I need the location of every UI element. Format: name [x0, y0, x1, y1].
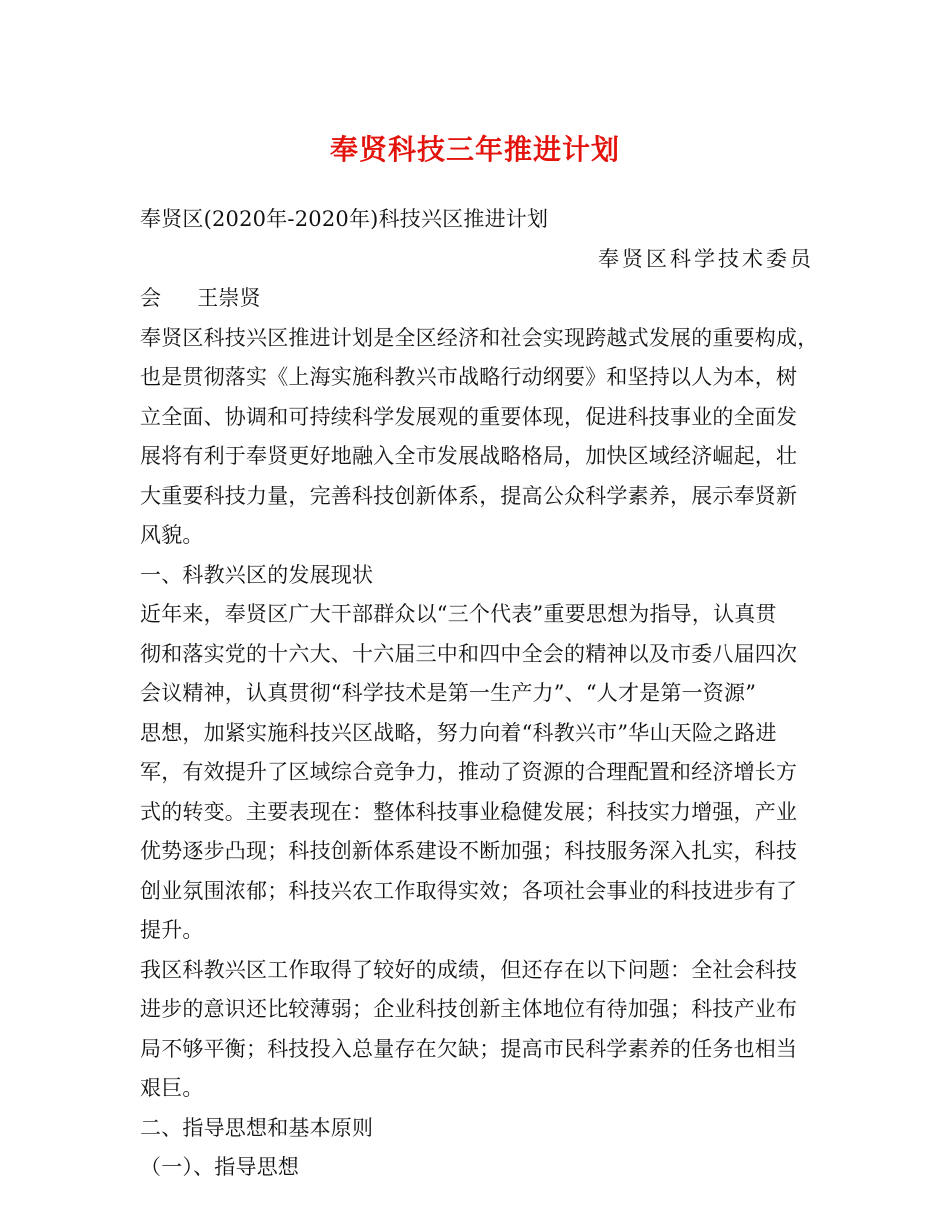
author-org-continued: 会 [140, 286, 162, 310]
paragraph-line: 进步的意识还比较薄弱；企业科技创新主体地位有待加强；科技产业布 [140, 997, 798, 1021]
intro-line: 奉贤区科技兴区推进计划是全区经济和社会实现跨越式发展的重要构成， [140, 325, 819, 350]
paragraph-line: 会议精神，认真贯彻“科学技术是第一生产力”、“人才是第一资源” [140, 681, 757, 705]
author-name: 王崇贤 [197, 286, 261, 310]
paragraph-line: 我区科教兴区工作取得了较好的成绩，但还存在以下问题：全社会科技 [140, 957, 798, 982]
paragraph-line: 局不够平衡；科技投入总量存在欠缺；提高市民科学素养的任务也相当 [140, 1036, 798, 1061]
paragraph-line: 式的转变。主要表现在：整体科技事业稳健发展；科技实力增强，产业 [140, 799, 798, 824]
intro-line: 也是贯彻落实《上海实施科教兴市战略行动纲要》和坚持以人为本，树 [140, 365, 798, 389]
paragraph-line: 提升。 [140, 918, 204, 942]
author-line [140, 279, 820, 319]
intro-line: 展将有利于奉贤更好地融入全市发展战略格局，加快区域经济崛起，壮 [140, 444, 798, 468]
section-heading: 二、指导思想和基本原则 [140, 1115, 374, 1140]
paragraph-line: 艰巨。 [140, 1076, 204, 1100]
subsection-heading: （一）、指导思想 [140, 1155, 300, 1179]
paragraph-line: 军，有效提升了区域综合竞争力，推动了资源的合理配置和经济增长方 [140, 760, 798, 784]
document-body [140, 200, 820, 1188]
author-org: 奉贤区科学技术委员 [598, 246, 814, 271]
paragraph-line: 彻和落实党的十六大、十六届三中和四中全会的精神以及市委八届四次 [140, 641, 798, 666]
intro-line: 大重要科技力量，完善科技创新体系，提高公众科学素养，展示奉贤新 [140, 483, 798, 508]
document-title: 奉贤科技三年推进计划 [329, 133, 620, 166]
paragraph-line: 优势逐步凸现；科技创新体系建设不断加强；科技服务深入扎实，科技 [140, 839, 798, 863]
section-heading: 一、科教兴区的发展现状 [140, 562, 374, 587]
paragraph-line: 创业氛围浓郁；科技兴农工作取得实效；各项社会事业的科技进步有了 [140, 878, 798, 903]
intro-line: 风貌。 [140, 523, 204, 547]
subtitle: 奉贤区(2020年-2020年)科技兴区推进计划 [140, 207, 549, 231]
paragraph-line: 思想，加紧实施科技兴区战略，努力向着“科教兴市”华山天险之路进 [140, 720, 777, 745]
intro-line: 立全面、协调和可持续科学发展观的重要体现，促进科技事业的全面发 [140, 404, 798, 429]
paragraph-line: 近年来，奉贤区广大干部群众以“三个代表”重要思想为指导，认真贯 [140, 602, 777, 626]
